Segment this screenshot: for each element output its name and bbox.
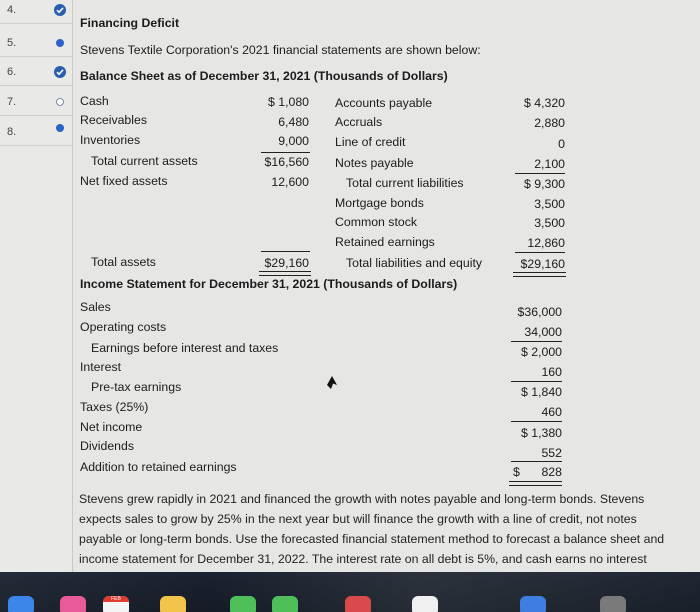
liability-label: Total liabilities and equity — [346, 256, 483, 270]
asset-label: Inventories — [80, 133, 141, 147]
description-line: income statement for December 31, 2022. The interest rate on all debt is 5%, and cash earns no interest — [79, 552, 647, 566]
income-statement-title: Income Statement for December 31, 2021 (Thousands of Dollars) — [80, 277, 458, 291]
subtotal-rule — [261, 152, 310, 153]
asset-value: 12,600 — [271, 175, 309, 189]
dock — [0, 572, 700, 612]
asset-label: Total current assets — [91, 154, 198, 168]
income-value: 160 — [541, 365, 562, 379]
balance-sheet-title: Balance Sheet as of December 31, 2021 (Thousands of Dollars) — [80, 69, 448, 83]
safari-icon[interactable] — [520, 596, 546, 612]
check-circle-icon — [54, 66, 66, 78]
income-label: Sales — [80, 300, 111, 314]
income-value: 460 — [541, 405, 562, 419]
income-value: $36,000 — [517, 305, 562, 319]
subtotal-rule — [515, 252, 565, 253]
liability-value: 2,880 — [534, 116, 565, 130]
answered-dot-icon — [56, 124, 64, 132]
liability-value: 12,860 — [527, 236, 565, 250]
question-item-8[interactable] — [0, 120, 72, 146]
asset-value: 9,000 — [278, 134, 309, 148]
income-label: Net income — [80, 420, 143, 434]
subtotal-rule — [511, 461, 562, 462]
liability-label: Retained earnings — [335, 235, 435, 249]
income-label: Taxes (25%) — [80, 400, 149, 414]
answered-dot-icon — [56, 39, 64, 47]
income-label: Addition to retained earnings — [80, 460, 237, 474]
total-double-rule — [259, 271, 311, 276]
liability-label: Total current liabilities — [346, 176, 464, 190]
facetime-icon[interactable] — [272, 596, 298, 612]
mouse-cursor-icon — [327, 376, 339, 390]
question-item-7[interactable] — [0, 92, 72, 116]
question-item-5[interactable] — [0, 33, 72, 57]
income-label: Interest — [80, 360, 122, 374]
question-number: 5. — [7, 37, 17, 49]
asset-label: Net fixed assets — [80, 174, 168, 188]
liability-label: Accruals — [335, 115, 383, 129]
question-number: 8. — [7, 126, 17, 138]
question-navigator — [0, 0, 73, 572]
liability-value: $29,160 — [520, 257, 565, 271]
question-item-4[interactable] — [0, 0, 72, 24]
liability-value: $ 4,320 — [523, 96, 565, 110]
income-value: $ 1,840 — [520, 385, 562, 399]
problem-title: Financing Deficit — [80, 16, 180, 30]
description-line: expects sales to grow by 25% in the next year but will finance the growth with a line of credit, not notes — [79, 512, 637, 526]
income-value-dollar: $ — [513, 465, 520, 479]
finder-icon[interactable] — [8, 596, 34, 612]
question-number: 7. — [7, 96, 17, 108]
description-line: payable or long-term bonds. Use the forecasted financial statement method to forecast a balance sheet and — [79, 532, 665, 546]
question-number: 4. — [7, 4, 17, 16]
income-value: 552 — [541, 446, 562, 460]
liability-value: 3,500 — [534, 216, 565, 230]
asset-label: Total assets — [91, 255, 156, 269]
income-value: $ 2,000 — [520, 345, 562, 359]
problem-content — [79, 0, 700, 572]
liability-label: Mortgage bonds — [335, 196, 424, 210]
photos-icon[interactable] — [412, 596, 438, 612]
problem-intro: Stevens Textile Corporation's 2021 financial statements are shown below: — [80, 43, 481, 57]
asset-label: Cash — [80, 94, 109, 108]
unanswered-circle-icon — [56, 98, 64, 106]
liability-value: 0 — [558, 137, 565, 151]
asset-value: $ 1,080 — [267, 95, 309, 109]
income-label: Dividends — [80, 439, 134, 453]
subtotal-rule — [511, 381, 562, 382]
income-label: Earnings before interest and taxes — [91, 341, 279, 355]
question-number: 6. — [7, 66, 17, 78]
notes-icon[interactable] — [160, 596, 186, 612]
subtotal-rule — [261, 251, 310, 252]
income-value: 34,000 — [524, 325, 562, 339]
liability-label: Notes payable — [335, 156, 414, 170]
liability-label: Accounts payable — [335, 96, 433, 110]
asset-value: $16,560 — [264, 155, 309, 169]
income-value: 828 — [541, 465, 562, 479]
liability-label: Line of credit — [335, 135, 406, 149]
liability-value: 2,100 — [534, 157, 565, 171]
liability-value: $ 9,300 — [523, 177, 565, 191]
calendar-icon[interactable] — [103, 596, 129, 612]
income-value: $ 1,380 — [520, 426, 562, 440]
income-label: Pre-tax earnings — [91, 380, 182, 394]
subtotal-rule — [511, 341, 562, 342]
app-store-icon[interactable] — [345, 596, 371, 612]
total-double-rule — [513, 272, 566, 277]
asset-value: $29,160 — [264, 256, 309, 270]
calendar-month: FEB — [103, 596, 129, 602]
app-icon[interactable] — [60, 596, 86, 612]
asset-value: 6,480 — [278, 115, 309, 129]
question-item-6[interactable] — [0, 62, 72, 86]
settings-icon[interactable] — [600, 596, 626, 612]
description-line: Stevens grew rapidly in 2021 and financed the growth with notes payable and long-term bonds. Stevens — [79, 492, 645, 506]
liability-value: 3,500 — [534, 197, 565, 211]
total-double-rule — [509, 481, 562, 486]
check-circle-icon — [54, 4, 66, 16]
income-label: Operating costs — [80, 320, 167, 334]
liability-label: Common stock — [335, 215, 418, 229]
messages-icon[interactable] — [230, 596, 256, 612]
subtotal-rule — [515, 173, 565, 174]
asset-label: Receivables — [80, 113, 147, 127]
subtotal-rule — [511, 421, 562, 422]
